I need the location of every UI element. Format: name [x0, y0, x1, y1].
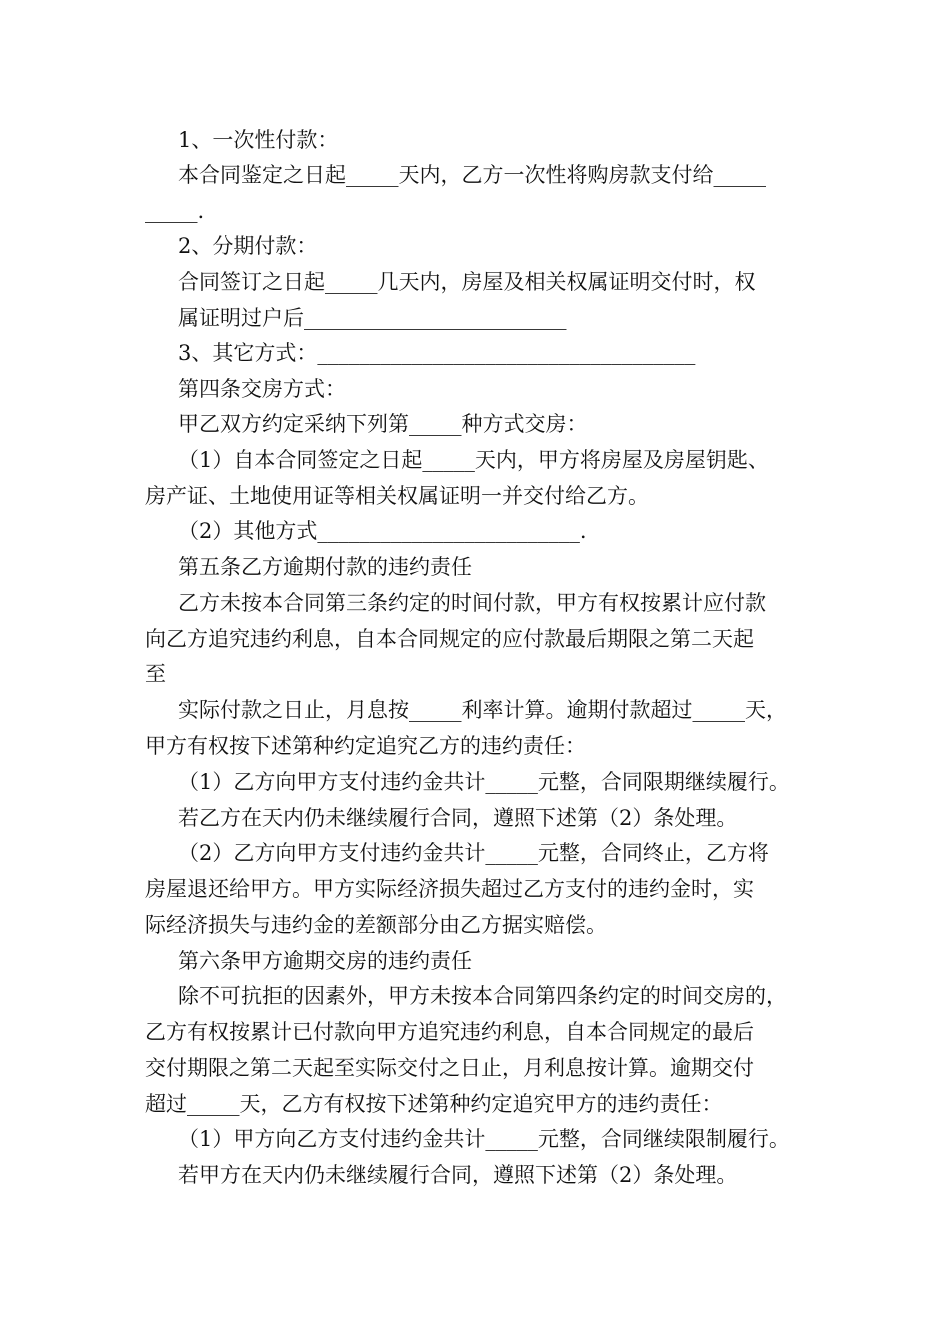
article-six-text-4: 超过_____天，乙方有权按下述第种约定追究甲方的违约责任：	[145, 1092, 723, 1116]
article-five-item-2-cont-2: 际经济损失与违约金的差额部分由乙方据实赔偿。	[145, 913, 607, 937]
article-six-heading: 第六条甲方逾期交房的违约责任	[178, 949, 472, 973]
clause-one-time-payment-text-cont: _____.	[145, 199, 205, 223]
clause-installment-text: 合同签订之日起_____几天内，房屋及相关权属证明交付时，权	[178, 270, 756, 294]
clause-installment-heading: 2、分期付款：	[178, 234, 318, 258]
article-five-item-2-cont-1: 房屋退还给甲方。甲方实际经济损失超过乙方支付的违约金时，实	[145, 877, 754, 901]
article-five-text-3: 至	[145, 662, 166, 686]
article-six-item-1-cont: 若甲方在天内仍未继续履行合同，遵照下述第（2）条处理。	[178, 1163, 738, 1187]
clause-one-time-payment-text: 本合同鉴定之日起_____天内，乙方一次性将购房款支付给_____	[178, 163, 766, 187]
article-six-item-1: （1）甲方向乙方支付违约金共计_____元整，合同继续限制履行。	[178, 1127, 790, 1151]
article-five-item-1-cont: 若乙方在天内仍未继续履行合同，遵照下述第（2）条处理。	[178, 806, 738, 830]
article-five-item-2: （2）乙方向甲方支付违约金共计_____元整，合同终止，乙方将	[178, 841, 769, 865]
clause-one-time-payment-heading: 1、一次性付款：	[178, 128, 339, 152]
clause-other-method: 3、其它方式：____________________________________	[178, 341, 696, 365]
article-four-item-1-cont: 房产证、土地使用证等相关权属证明一并交付给乙方。	[145, 484, 649, 508]
clause-installment-text-cont: 属证明过户后_________________________	[178, 306, 567, 330]
article-five-item-1: （1）乙方向甲方支付违约金共计_____元整，合同限期继续履行。	[178, 770, 790, 794]
article-four-heading: 第四条交房方式：	[178, 377, 346, 401]
article-four-text: 甲乙双方约定采纳下列第_____种方式交房：	[178, 412, 588, 436]
article-six-text-1: 除不可抗拒的因素外，甲方未按本合同第四条约定的时间交房的，	[178, 984, 787, 1008]
article-five-text-2: 向乙方追究违约利息，自本合同规定的应付款最后期限之第二天起	[145, 627, 754, 651]
article-four-item-2: （2）其他方式_________________________.	[178, 519, 587, 543]
article-four-item-1: （1）自本合同签定之日起_____天内，甲方将房屋及房屋钥匙、	[178, 448, 769, 472]
article-five-text-1: 乙方未按本合同第三条约定的时间付款，甲方有权按累计应付款	[178, 591, 766, 615]
article-five-text-5: 甲方有权按下述第种约定追究乙方的违约责任：	[145, 734, 586, 758]
article-five-heading: 第五条乙方逾期付款的违约责任	[178, 555, 472, 579]
article-six-text-2: 乙方有权按累计已付款向甲方追究违约利息，自本合同规定的最后	[145, 1020, 754, 1044]
article-five-text-4: 实际付款之日止，月息按_____利率计算。逾期付款超过_____天，	[178, 698, 787, 722]
article-six-text-3: 交付期限之第二天起至实际交付之日止，月利息按计算。逾期交付	[145, 1056, 754, 1080]
